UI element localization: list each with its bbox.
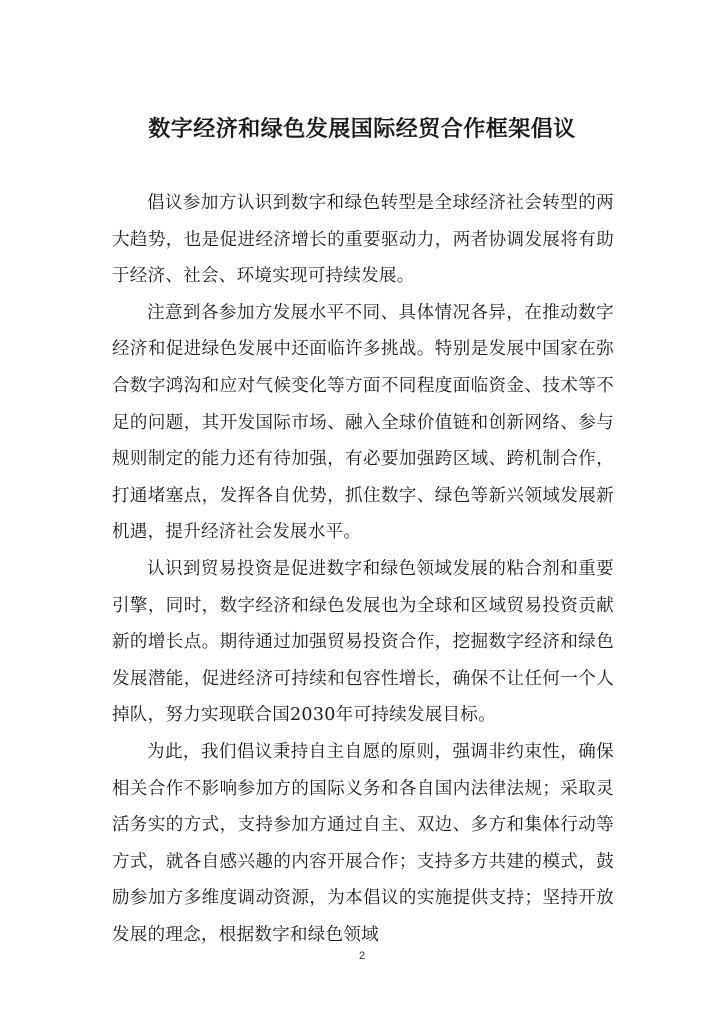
page-number: 2 [358, 950, 366, 962]
paragraph: 注意到各参加方发展水平不同、具体情况各异，在推动数字经济和促进绿色发展中还面临许多挑战。特别是发展中国家在弥合数字鸿沟和应对气候变化等方面不同程度面临资金、技术等不足的问题，其开发国际市场、融入全球价值链和创新网络、参与规则制定的能力还有待加强，有必要加强跨区域、跨机制合作，打通堵塞点，发挥各自优势，抓住数字、绿色等新兴领域发展新机遇，提升经济社会发展水平。 [112, 302, 614, 543]
document-title: 数字经济和绿色发展国际经贸合作框架倡议 [148, 116, 576, 142]
paragraph: 为此，我们倡议秉持自主自愿的原则，强调非约束性，确保相关合作不影响参加方的国际义务和各自国内法律法规；采取灵活务实的方式，支持参加方通过自主、双边、多方和集体行动等方式，就各自感兴趣的内容开展合作；支持多方共建的模式，鼓励参加方多维度调动资源，为本倡议的实施提供支持；坚持开放发展的理念，根据数字和绿色领域 [112, 741, 614, 945]
paragraph: 认识到贸易投资是促进数字和绿色领域发展的粘合剂和重要引擎，同时，数字经济和绿色发展也为全球和区域贸易投资贡献新的增长点。期待通过加强贸易投资合作，挖掘数字经济和绿色发展潜能，促进经济可持续和包容性增长，确保不让任何一个人掉队，努力实现联合国2030年可持续发展目标。 [112, 558, 614, 726]
document-body [112, 185, 614, 953]
paragraph: 倡议参加方认识到数字和绿色转型是全球经济社会转型的两大趋势，也是促进经济增长的重要驱动力，两者协调发展将有助于经济、社会、环境实现可持续发展。 [112, 193, 614, 287]
